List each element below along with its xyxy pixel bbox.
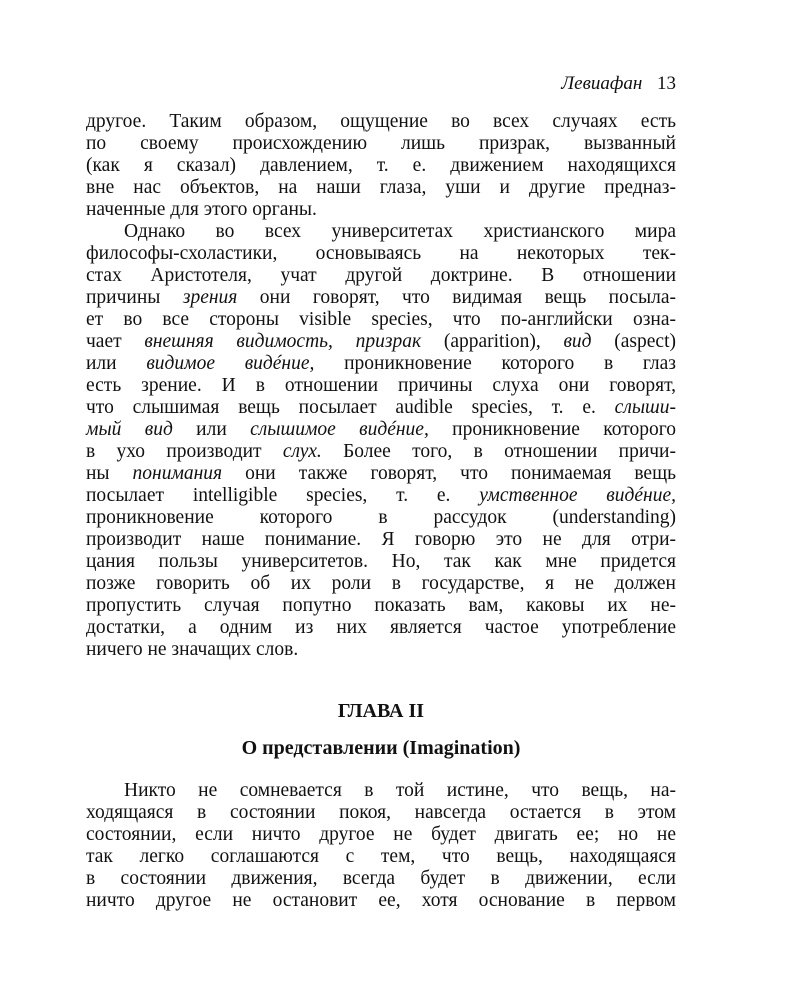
text-line: по своему происхождению лишь призрак, вызванный: [86, 133, 676, 154]
running-header: [561, 73, 676, 95]
text-line: позже говорить об их роли в государстве, я не должен: [86, 573, 676, 594]
text-line: ет во все стороны visible species, что по-английски озна-: [86, 309, 676, 330]
italic-term: понимания: [132, 463, 223, 484]
text-line: есть зрение. И в отношении причины слуха они говорят,: [86, 375, 676, 396]
chapter-number: ГЛАВА II: [337, 700, 425, 722]
text-line: наченные для этого органы.: [86, 199, 317, 220]
text-line: цания пользы университетов. Но, так как мне придется: [86, 551, 676, 572]
italic-term: зрения: [182, 287, 238, 308]
text-line: пропустить случая попутно показать вам, каковы их не-: [86, 595, 676, 616]
text-run: они говорят, что видимая вещь посыла-: [237, 287, 676, 308]
text-run: чает: [86, 331, 145, 352]
text-line: вне нас объектов, на наши глаза, уши и другие предназ-: [86, 177, 676, 198]
text-run: (aspect): [591, 331, 676, 352]
text-line: [86, 331, 676, 353]
text-line: так легко соглашаются с тем, что вещь, находящаяся: [86, 846, 676, 867]
text-run: проникновение которого в глаз: [314, 353, 676, 374]
italic-term: вид: [563, 331, 592, 352]
italic-term: слышимое видéние,: [250, 419, 429, 440]
text-line: достатки, а одним из них является частое употребление: [86, 617, 676, 638]
page-number: 13: [657, 73, 676, 94]
italic-term: умственное видéние,: [479, 485, 676, 506]
text-line: [86, 485, 676, 507]
text-run: в ухо производит: [86, 441, 283, 462]
text-line: производит наше понимание. Я говорю это не для отри-: [86, 529, 676, 550]
text-line: состоянии, если ничто другое не будет двигать ее; но не: [86, 824, 676, 845]
text-line: (как я сказал) давлением, т. е. движением находящихся: [86, 155, 676, 176]
italic-term: слыши-: [614, 397, 676, 418]
text-line: [86, 419, 676, 441]
text-line: Никто не сомневается в той истине, что вещь, на-: [124, 780, 676, 801]
text-run: или: [172, 419, 251, 440]
text-line: [86, 353, 676, 375]
text-line: ничего не значащих слов.: [86, 639, 299, 660]
text-run: они также говорят, что понимаемая вещь: [222, 463, 676, 484]
italic-term: слух.: [282, 441, 322, 462]
running-title: Левиафан: [561, 73, 643, 94]
italic-term: мый вид: [86, 419, 173, 440]
text-run: проникновение которого: [428, 419, 676, 440]
text-run: Более того, в отношении причи-: [321, 441, 676, 462]
text-line: [86, 397, 676, 419]
text-line: в состоянии движения, всегда будет в движении, если: [86, 868, 676, 889]
chapter-title: О представлении (Imagination): [241, 737, 521, 759]
text-line: ходящаяся в состоянии покоя, навсегда остается в этом: [86, 802, 676, 823]
text-line: [86, 287, 676, 309]
text-line: ничто другое не остановит ее, хотя основание в первом: [86, 890, 676, 911]
text-run: что слышимая вещь посылает audible species, т. е.: [86, 397, 615, 418]
text-run: или: [86, 353, 147, 374]
text-run: посылает intelligible species, т. е.: [86, 485, 480, 506]
text-run: причины: [86, 287, 183, 308]
italic-term: внешняя видимость, призрак: [144, 331, 422, 352]
text-line: Однако во всех университетах христианского мира: [124, 221, 676, 242]
text-line: [86, 463, 676, 485]
text-line: стах Аристотеля, учат другой доктрине. В отношении: [86, 265, 676, 286]
text-line: [86, 441, 676, 463]
text-line: другое. Таким образом, ощущение во всех случаях есть: [86, 111, 676, 132]
text-run: ны: [86, 463, 133, 484]
text-line: философы-схоластики, основываясь на некоторых тек-: [86, 243, 676, 264]
italic-term: видимое видéние,: [146, 353, 315, 374]
text-line: проникновение которого в рассудок (understanding): [86, 507, 676, 528]
text-run: (apparition),: [421, 331, 564, 352]
